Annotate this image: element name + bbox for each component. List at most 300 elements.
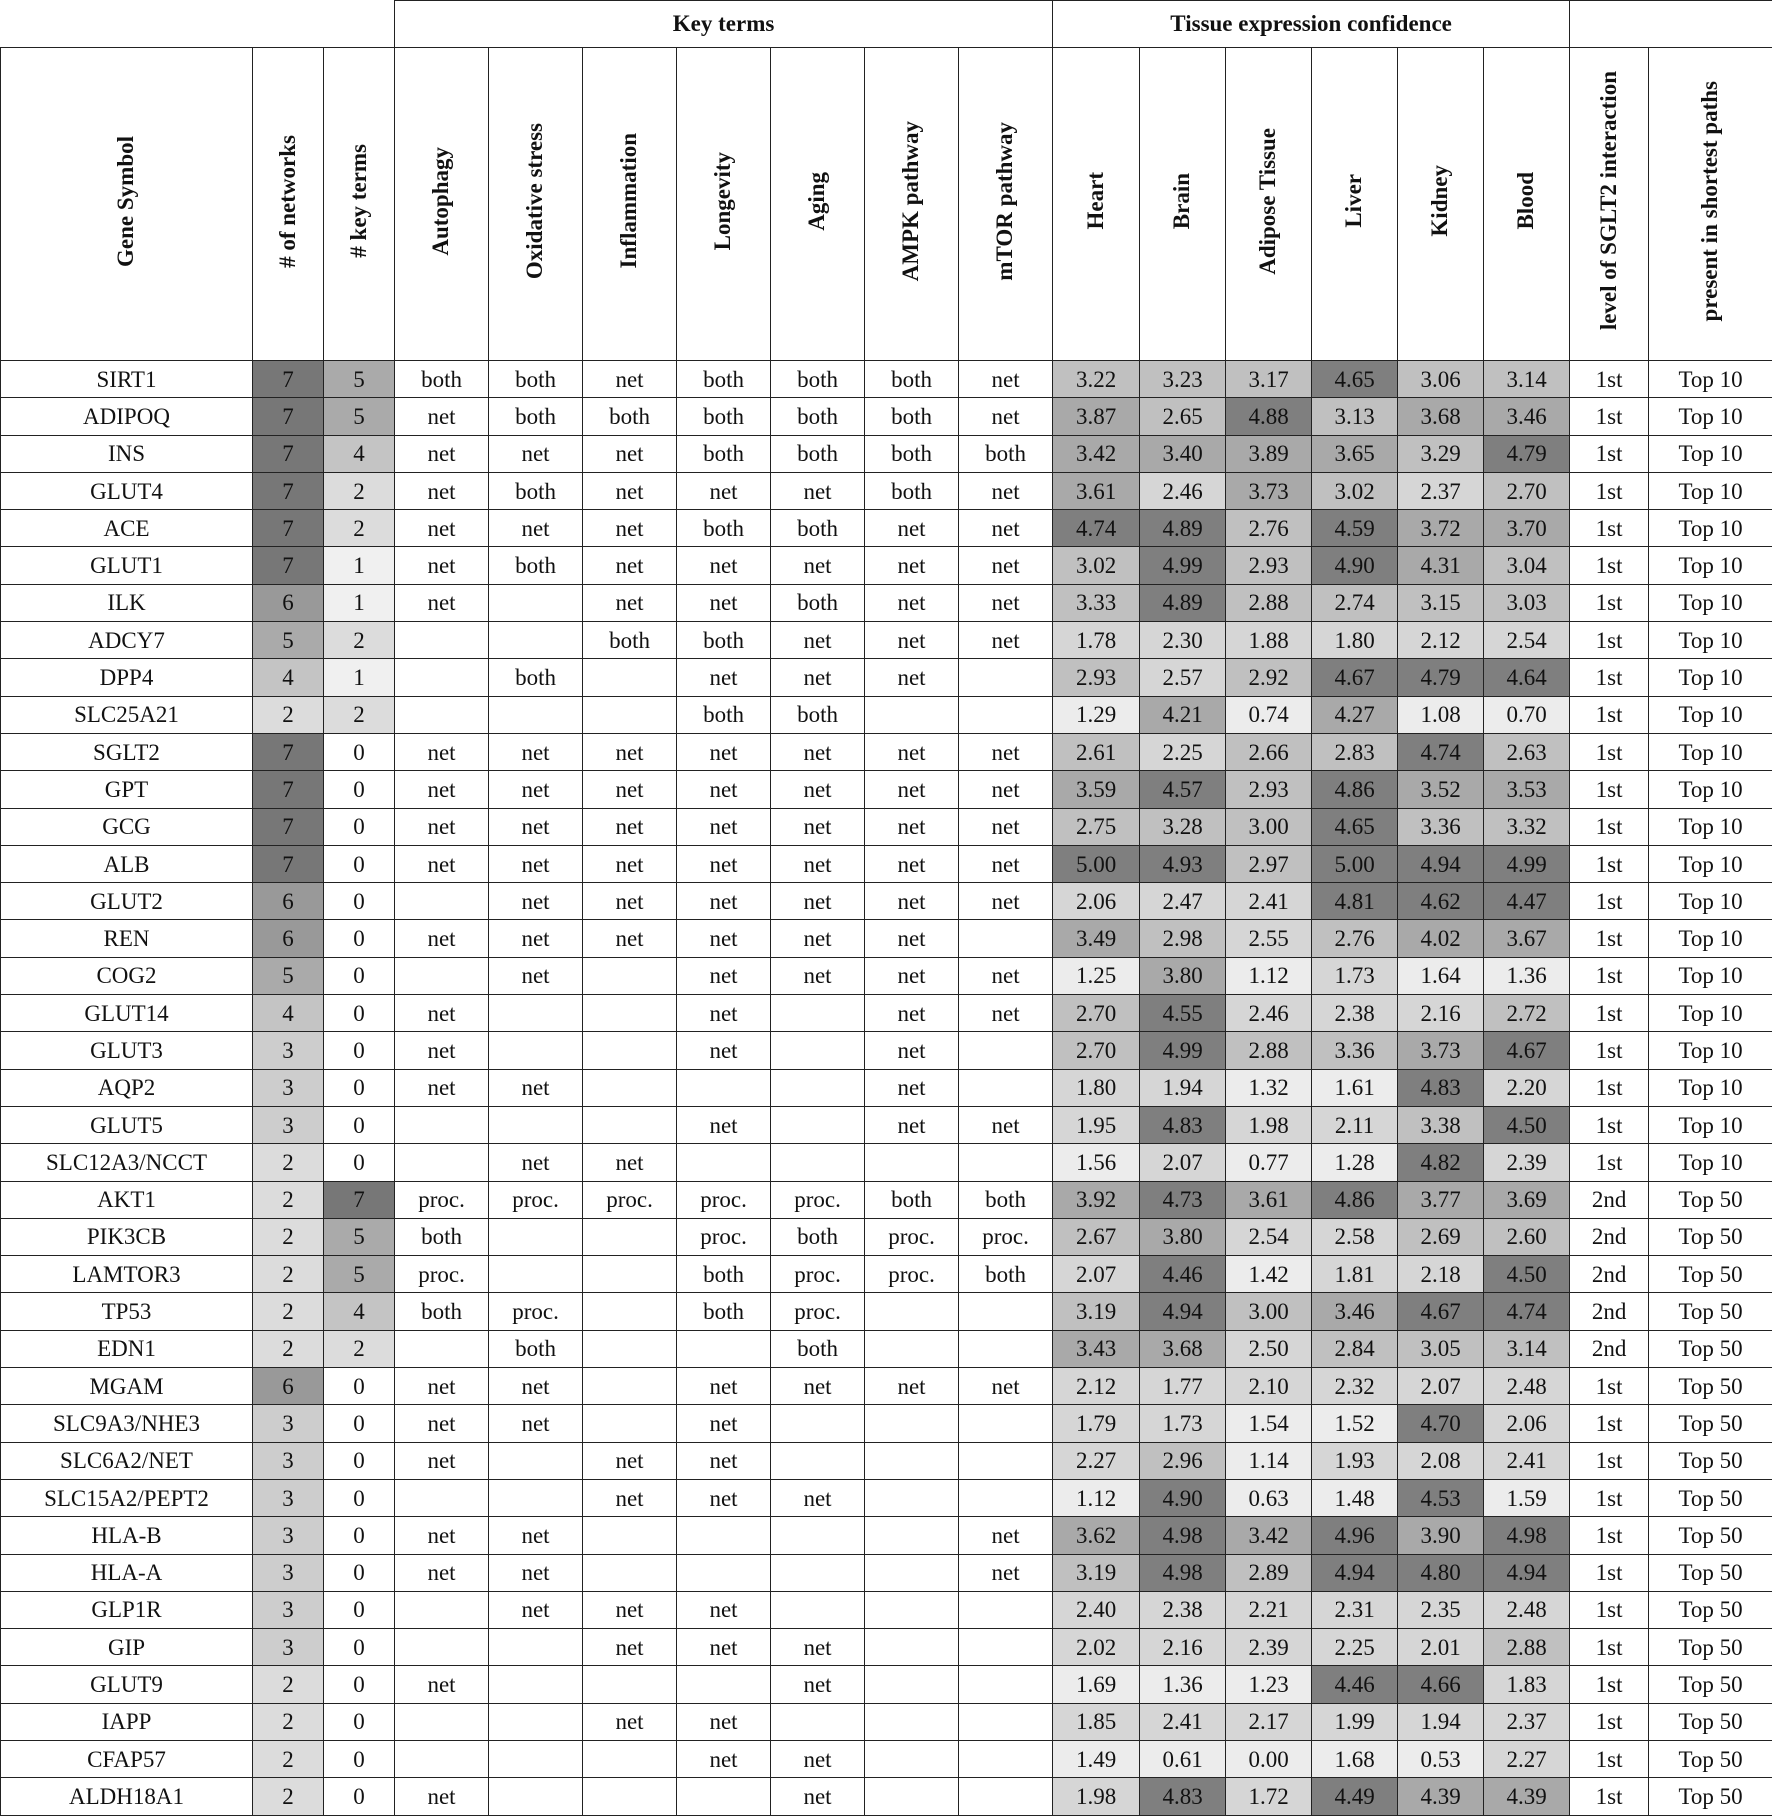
cell-heart: 2.06 <box>1053 883 1140 920</box>
cell-key-terms: 2 <box>324 696 395 733</box>
cell-gene-symbol: SLC6A2/NET <box>1 1442 253 1479</box>
cell-level-of-sglt2-interaction: 1st <box>1570 1405 1649 1442</box>
cell-kidney: 3.38 <box>1398 1106 1484 1143</box>
cell-brain: 2.65 <box>1140 398 1226 435</box>
cell-brain: 4.89 <box>1140 510 1226 547</box>
cell-brain: 3.28 <box>1140 808 1226 845</box>
cell-present-in-shortest-paths: Top 10 <box>1649 361 1772 398</box>
cell-adipose-tissue: 2.97 <box>1226 845 1312 882</box>
cell-blood: 3.70 <box>1484 510 1570 547</box>
cell-kidney: 3.36 <box>1398 808 1484 845</box>
cell-heart: 2.75 <box>1053 808 1140 845</box>
cell-inflammation: net <box>583 845 677 882</box>
cell-blood: 3.67 <box>1484 920 1570 957</box>
cell-kidney: 0.53 <box>1398 1740 1484 1777</box>
cell-adipose-tissue: 0.74 <box>1226 696 1312 733</box>
cell-ampk-pathway: net <box>865 622 959 659</box>
cell-of-networks: 2 <box>253 1144 324 1181</box>
cell-liver: 4.81 <box>1312 883 1398 920</box>
cell-level-of-sglt2-interaction: 2nd <box>1570 1218 1649 1255</box>
cell-inflammation: net <box>583 547 677 584</box>
cell-of-networks: 7 <box>253 845 324 882</box>
cell-kidney: 4.83 <box>1398 1069 1484 1106</box>
cell-adipose-tissue: 2.17 <box>1226 1703 1312 1740</box>
col-header-inflammation <box>583 48 677 361</box>
cell-gene-symbol: GLUT1 <box>1 547 253 584</box>
cell-autophagy: net <box>395 1517 489 1554</box>
col-header-label: mTOR pathway <box>992 122 1018 281</box>
cell-autophagy: net <box>395 771 489 808</box>
cell-autophagy: net <box>395 808 489 845</box>
cell-adipose-tissue: 2.21 <box>1226 1591 1312 1628</box>
col-header-label: Gene Symbol <box>113 136 139 267</box>
col-header-heart <box>1053 48 1140 361</box>
cell-present-in-shortest-paths: Top 50 <box>1649 1181 1772 1218</box>
cell-brain: 4.89 <box>1140 584 1226 621</box>
cell-longevity: both <box>677 398 771 435</box>
cell-key-terms: 0 <box>324 1703 395 1740</box>
cell-gene-symbol: HLA-B <box>1 1517 253 1554</box>
cell-gene-symbol: LAMTOR3 <box>1 1256 253 1293</box>
col-header-level-of-sglt2-interaction <box>1570 48 1649 361</box>
table-row <box>1 1032 1772 1069</box>
cell-gene-symbol: ILK <box>1 584 253 621</box>
cell-inflammation: net <box>583 733 677 770</box>
cell-adipose-tissue: 3.73 <box>1226 472 1312 509</box>
cell-key-terms: 1 <box>324 547 395 584</box>
cell-of-networks: 6 <box>253 883 324 920</box>
cell-autophagy: net <box>395 845 489 882</box>
cell-gene-symbol: MGAM <box>1 1368 253 1405</box>
cell-brain: 2.47 <box>1140 883 1226 920</box>
cell-aging: both <box>771 696 865 733</box>
cell-key-terms: 0 <box>324 1778 395 1815</box>
cell-liver: 1.81 <box>1312 1256 1398 1293</box>
cell-adipose-tissue: 1.42 <box>1226 1256 1312 1293</box>
cell-liver: 1.28 <box>1312 1144 1398 1181</box>
cell-present-in-shortest-paths: Top 10 <box>1649 622 1772 659</box>
cell-gene-symbol: ALDH18A1 <box>1 1778 253 1815</box>
cell-gene-symbol: SLC15A2/PEPT2 <box>1 1479 253 1516</box>
cell-longevity: net <box>677 845 771 882</box>
cell-mtor-pathway: both <box>959 1181 1053 1218</box>
cell-present-in-shortest-paths: Top 10 <box>1649 472 1772 509</box>
cell-oxidative-stress <box>489 696 583 733</box>
cell-level-of-sglt2-interaction: 1st <box>1570 472 1649 509</box>
cell-longevity: net <box>677 1405 771 1442</box>
cell-key-terms: 2 <box>324 1330 395 1367</box>
cell-brain: 4.98 <box>1140 1517 1226 1554</box>
col-header-key-terms <box>324 48 395 361</box>
cell-ampk-pathway <box>865 1666 959 1703</box>
cell-aging: net <box>771 1666 865 1703</box>
cell-heart: 1.29 <box>1053 696 1140 733</box>
table-row <box>1 1554 1772 1591</box>
cell-brain: 3.68 <box>1140 1330 1226 1367</box>
cell-level-of-sglt2-interaction: 2nd <box>1570 1181 1649 1218</box>
cell-autophagy <box>395 1740 489 1777</box>
cell-kidney: 3.15 <box>1398 584 1484 621</box>
cell-ampk-pathway <box>865 1591 959 1628</box>
cell-autophagy: net <box>395 733 489 770</box>
cell-liver: 4.59 <box>1312 510 1398 547</box>
table-row <box>1 1778 1772 1815</box>
cell-of-networks: 4 <box>253 995 324 1032</box>
cell-brain: 4.83 <box>1140 1778 1226 1815</box>
cell-oxidative-stress <box>489 584 583 621</box>
cell-present-in-shortest-paths: Top 10 <box>1649 510 1772 547</box>
cell-aging: net <box>771 472 865 509</box>
cell-key-terms: 0 <box>324 1629 395 1666</box>
cell-longevity: both <box>677 361 771 398</box>
cell-gene-symbol: ACE <box>1 510 253 547</box>
cell-key-terms: 5 <box>324 361 395 398</box>
cell-of-networks: 6 <box>253 1368 324 1405</box>
cell-kidney: 2.35 <box>1398 1591 1484 1628</box>
cell-inflammation: both <box>583 622 677 659</box>
cell-autophagy: net <box>395 1405 489 1442</box>
group-header-blank <box>1 1 395 48</box>
cell-adipose-tissue: 2.89 <box>1226 1554 1312 1591</box>
cell-level-of-sglt2-interaction: 1st <box>1570 808 1649 845</box>
cell-autophagy: net <box>395 1778 489 1815</box>
col-header-mtor-pathway <box>959 48 1053 361</box>
cell-brain: 2.07 <box>1140 1144 1226 1181</box>
cell-inflammation <box>583 1106 677 1143</box>
cell-brain: 2.98 <box>1140 920 1226 957</box>
cell-inflammation <box>583 696 677 733</box>
cell-aging <box>771 1442 865 1479</box>
cell-brain: 4.46 <box>1140 1256 1226 1293</box>
cell-heart: 3.19 <box>1053 1293 1140 1330</box>
cell-blood: 4.50 <box>1484 1106 1570 1143</box>
cell-adipose-tissue: 2.92 <box>1226 659 1312 696</box>
cell-adipose-tissue: 1.14 <box>1226 1442 1312 1479</box>
cell-liver: 4.90 <box>1312 547 1398 584</box>
cell-present-in-shortest-paths: Top 10 <box>1649 398 1772 435</box>
cell-adipose-tissue: 0.00 <box>1226 1740 1312 1777</box>
cell-ampk-pathway: net <box>865 1032 959 1069</box>
cell-autophagy: net <box>395 1032 489 1069</box>
cell-of-networks: 4 <box>253 659 324 696</box>
cell-autophagy: net <box>395 547 489 584</box>
cell-ampk-pathway: net <box>865 957 959 994</box>
cell-blood: 3.69 <box>1484 1181 1570 1218</box>
cell-adipose-tissue: 3.42 <box>1226 1517 1312 1554</box>
cell-level-of-sglt2-interaction: 1st <box>1570 883 1649 920</box>
cell-brain: 2.38 <box>1140 1591 1226 1628</box>
cell-level-of-sglt2-interaction: 1st <box>1570 398 1649 435</box>
cell-of-networks: 7 <box>253 547 324 584</box>
cell-adipose-tissue: 1.12 <box>1226 957 1312 994</box>
cell-key-terms: 0 <box>324 1666 395 1703</box>
cell-level-of-sglt2-interaction: 1st <box>1570 1144 1649 1181</box>
col-header-label: Adipose Tissue <box>1255 128 1281 275</box>
cell-level-of-sglt2-interaction: 1st <box>1570 771 1649 808</box>
col-header-label: AMPK pathway <box>898 121 924 281</box>
cell-brain: 1.73 <box>1140 1405 1226 1442</box>
cell-blood: 3.14 <box>1484 361 1570 398</box>
cell-oxidative-stress: both <box>489 659 583 696</box>
cell-autophagy: net <box>395 1554 489 1591</box>
table-row <box>1 1517 1772 1554</box>
cell-aging: net <box>771 1778 865 1815</box>
cell-gene-symbol: SLC25A21 <box>1 696 253 733</box>
cell-of-networks: 7 <box>253 398 324 435</box>
cell-liver: 2.25 <box>1312 1629 1398 1666</box>
cell-kidney: 4.31 <box>1398 547 1484 584</box>
cell-longevity: net <box>677 808 771 845</box>
cell-present-in-shortest-paths: Top 10 <box>1649 1106 1772 1143</box>
cell-aging: net <box>771 1629 865 1666</box>
cell-kidney: 4.80 <box>1398 1554 1484 1591</box>
cell-key-terms: 4 <box>324 1293 395 1330</box>
cell-autophagy <box>395 696 489 733</box>
cell-longevity: net <box>677 659 771 696</box>
cell-autophagy: net <box>395 995 489 1032</box>
cell-of-networks: 2 <box>253 1703 324 1740</box>
col-header-label: Heart <box>1083 172 1109 229</box>
table-row <box>1 398 1772 435</box>
cell-liver: 1.99 <box>1312 1703 1398 1740</box>
cell-key-terms: 0 <box>324 771 395 808</box>
col-header-label: Blood <box>1513 172 1539 230</box>
cell-autophagy <box>395 1144 489 1181</box>
cell-oxidative-stress: net <box>489 808 583 845</box>
cell-inflammation: net <box>583 1629 677 1666</box>
cell-autophagy <box>395 622 489 659</box>
cell-present-in-shortest-paths: Top 50 <box>1649 1293 1772 1330</box>
cell-autophagy: net <box>395 1069 489 1106</box>
cell-present-in-shortest-paths: Top 10 <box>1649 1144 1772 1181</box>
col-header-label: Aging <box>804 172 830 231</box>
col-header-kidney <box>1398 48 1484 361</box>
cell-level-of-sglt2-interaction: 1st <box>1570 1069 1649 1106</box>
cell-of-networks: 3 <box>253 1032 324 1069</box>
cell-aging: both <box>771 435 865 472</box>
cell-autophagy: both <box>395 1218 489 1255</box>
cell-of-networks: 3 <box>253 1554 324 1591</box>
cell-autophagy: net <box>395 435 489 472</box>
cell-liver: 1.52 <box>1312 1405 1398 1442</box>
cell-longevity <box>677 1517 771 1554</box>
cell-of-networks: 3 <box>253 1479 324 1516</box>
cell-autophagy: net <box>395 510 489 547</box>
cell-longevity: both <box>677 1256 771 1293</box>
cell-adipose-tissue: 3.00 <box>1226 1293 1312 1330</box>
cell-longevity: proc. <box>677 1181 771 1218</box>
cell-inflammation: net <box>583 771 677 808</box>
cell-liver: 3.36 <box>1312 1032 1398 1069</box>
cell-longevity: both <box>677 435 771 472</box>
cell-level-of-sglt2-interaction: 1st <box>1570 845 1649 882</box>
cell-liver: 3.02 <box>1312 472 1398 509</box>
cell-key-terms: 5 <box>324 1218 395 1255</box>
cell-level-of-sglt2-interaction: 1st <box>1570 547 1649 584</box>
cell-blood: 3.46 <box>1484 398 1570 435</box>
cell-oxidative-stress: net <box>489 1405 583 1442</box>
cell-mtor-pathway <box>959 1629 1053 1666</box>
cell-kidney: 4.70 <box>1398 1405 1484 1442</box>
cell-level-of-sglt2-interaction: 1st <box>1570 584 1649 621</box>
cell-longevity: net <box>677 1032 771 1069</box>
cell-key-terms: 2 <box>324 472 395 509</box>
cell-liver: 2.84 <box>1312 1330 1398 1367</box>
cell-brain: 4.73 <box>1140 1181 1226 1218</box>
cell-ampk-pathway: net <box>865 1106 959 1143</box>
cell-oxidative-stress: net <box>489 845 583 882</box>
cell-aging: net <box>771 957 865 994</box>
cell-brain: 4.83 <box>1140 1106 1226 1143</box>
cell-present-in-shortest-paths: Top 10 <box>1649 1032 1772 1069</box>
cell-kidney: 4.79 <box>1398 659 1484 696</box>
cell-inflammation <box>583 659 677 696</box>
cell-ampk-pathway <box>865 1442 959 1479</box>
cell-ampk-pathway: both <box>865 361 959 398</box>
cell-heart: 3.92 <box>1053 1181 1140 1218</box>
cell-present-in-shortest-paths: Top 10 <box>1649 957 1772 994</box>
cell-key-terms: 0 <box>324 1479 395 1516</box>
cell-adipose-tissue: 0.77 <box>1226 1144 1312 1181</box>
cell-kidney: 3.90 <box>1398 1517 1484 1554</box>
cell-mtor-pathway: net <box>959 845 1053 882</box>
cell-inflammation: net <box>583 510 677 547</box>
cell-longevity: net <box>677 1629 771 1666</box>
cell-kidney: 3.72 <box>1398 510 1484 547</box>
cell-oxidative-stress <box>489 1629 583 1666</box>
cell-gene-symbol: COG2 <box>1 957 253 994</box>
cell-ampk-pathway: net <box>865 883 959 920</box>
cell-ampk-pathway: net <box>865 771 959 808</box>
cell-of-networks: 2 <box>253 1256 324 1293</box>
cell-mtor-pathway: net <box>959 584 1053 621</box>
cell-aging: net <box>771 1479 865 1516</box>
cell-ampk-pathway: proc. <box>865 1256 959 1293</box>
cell-aging <box>771 1405 865 1442</box>
group-header-row <box>1 1 1772 48</box>
col-header-present-in-shortest-paths <box>1649 48 1772 361</box>
cell-heart: 2.12 <box>1053 1368 1140 1405</box>
cell-liver: 1.68 <box>1312 1740 1398 1777</box>
cell-brain: 1.77 <box>1140 1368 1226 1405</box>
cell-present-in-shortest-paths: Top 10 <box>1649 1069 1772 1106</box>
cell-liver: 4.94 <box>1312 1554 1398 1591</box>
cell-mtor-pathway <box>959 1144 1053 1181</box>
cell-ampk-pathway <box>865 1554 959 1591</box>
cell-gene-symbol: SLC9A3/NHE3 <box>1 1405 253 1442</box>
cell-of-networks: 7 <box>253 435 324 472</box>
cell-longevity: net <box>677 584 771 621</box>
cell-aging: net <box>771 659 865 696</box>
cell-inflammation <box>583 1256 677 1293</box>
cell-blood: 2.72 <box>1484 995 1570 1032</box>
cell-of-networks: 7 <box>253 361 324 398</box>
cell-present-in-shortest-paths: Top 50 <box>1649 1256 1772 1293</box>
cell-kidney: 2.07 <box>1398 1368 1484 1405</box>
cell-oxidative-stress: net <box>489 435 583 472</box>
cell-longevity: net <box>677 472 771 509</box>
cell-blood: 2.48 <box>1484 1591 1570 1628</box>
col-header-label: Kidney <box>1427 165 1453 237</box>
cell-autophagy: net <box>395 584 489 621</box>
cell-inflammation <box>583 1405 677 1442</box>
col-header-label: Longevity <box>710 152 736 250</box>
cell-mtor-pathway <box>959 1778 1053 1815</box>
cell-aging <box>771 1703 865 1740</box>
cell-of-networks: 3 <box>253 1629 324 1666</box>
cell-heart: 3.02 <box>1053 547 1140 584</box>
cell-adipose-tissue: 2.46 <box>1226 995 1312 1032</box>
table-row <box>1 1629 1772 1666</box>
group-header-blank-right <box>1570 1 1772 48</box>
cell-brain: 3.40 <box>1140 435 1226 472</box>
cell-heart: 1.85 <box>1053 1703 1140 1740</box>
cell-mtor-pathway <box>959 1069 1053 1106</box>
cell-brain: 1.94 <box>1140 1069 1226 1106</box>
cell-blood: 0.70 <box>1484 696 1570 733</box>
cell-liver: 2.11 <box>1312 1106 1398 1143</box>
cell-aging: net <box>771 1740 865 1777</box>
cell-aging: proc. <box>771 1256 865 1293</box>
cell-blood: 2.70 <box>1484 472 1570 509</box>
table-row <box>1 1144 1772 1181</box>
cell-gene-symbol: EDN1 <box>1 1330 253 1367</box>
cell-level-of-sglt2-interaction: 1st <box>1570 1106 1649 1143</box>
col-header-liver <box>1312 48 1398 361</box>
cell-heart: 1.49 <box>1053 1740 1140 1777</box>
cell-present-in-shortest-paths: Top 50 <box>1649 1629 1772 1666</box>
cell-gene-symbol: IAPP <box>1 1703 253 1740</box>
cell-ampk-pathway: net <box>865 659 959 696</box>
table-row <box>1 1479 1772 1516</box>
cell-gene-symbol: ADIPOQ <box>1 398 253 435</box>
cell-brain: 2.30 <box>1140 622 1226 659</box>
cell-oxidative-stress: net <box>489 1144 583 1181</box>
cell-adipose-tissue: 1.54 <box>1226 1405 1312 1442</box>
cell-present-in-shortest-paths: Top 50 <box>1649 1330 1772 1367</box>
cell-blood: 2.06 <box>1484 1405 1570 1442</box>
cell-adipose-tissue: 2.93 <box>1226 771 1312 808</box>
cell-heart: 3.62 <box>1053 1517 1140 1554</box>
cell-mtor-pathway: net <box>959 1368 1053 1405</box>
cell-aging: proc. <box>771 1181 865 1218</box>
cell-mtor-pathway <box>959 1479 1053 1516</box>
cell-adipose-tissue: 1.98 <box>1226 1106 1312 1143</box>
cell-key-terms: 0 <box>324 1554 395 1591</box>
table-row <box>1 696 1772 733</box>
cell-aging: net <box>771 883 865 920</box>
cell-present-in-shortest-paths: Top 50 <box>1649 1591 1772 1628</box>
cell-key-terms: 4 <box>324 435 395 472</box>
cell-level-of-sglt2-interaction: 2nd <box>1570 1330 1649 1367</box>
cell-mtor-pathway: net <box>959 733 1053 770</box>
cell-key-terms: 0 <box>324 1144 395 1181</box>
cell-oxidative-stress: both <box>489 398 583 435</box>
cell-mtor-pathway: net <box>959 547 1053 584</box>
cell-present-in-shortest-paths: Top 10 <box>1649 995 1772 1032</box>
cell-longevity: net <box>677 1442 771 1479</box>
table-row <box>1 584 1772 621</box>
cell-gene-symbol: AQP2 <box>1 1069 253 1106</box>
cell-brain: 2.25 <box>1140 733 1226 770</box>
cell-inflammation: both <box>583 398 677 435</box>
cell-kidney: 3.73 <box>1398 1032 1484 1069</box>
cell-heart: 3.49 <box>1053 920 1140 957</box>
cell-present-in-shortest-paths: Top 10 <box>1649 845 1772 882</box>
cell-longevity: net <box>677 1703 771 1740</box>
cell-gene-symbol: GPT <box>1 771 253 808</box>
cell-ampk-pathway: net <box>865 584 959 621</box>
